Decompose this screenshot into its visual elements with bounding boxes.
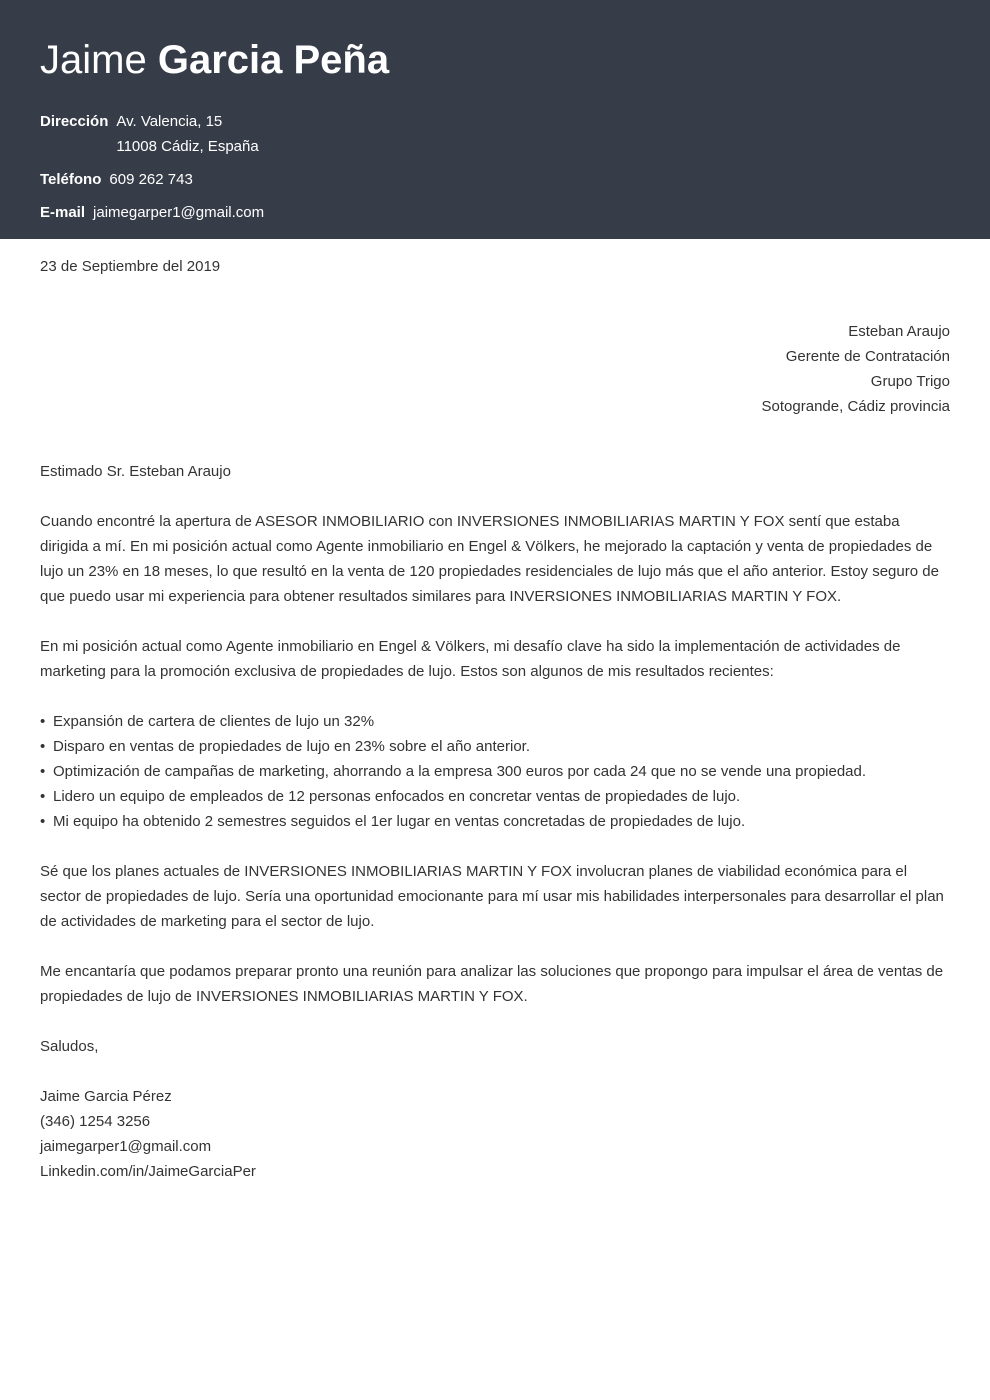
letter-date: 23 de Septiembre del 2019 [40,258,221,275]
achievements-list [40,709,950,834]
email-value[interactable]: jaimegarper1@gmail.com [93,204,265,221]
recipient-company: Grupo Trigo [870,373,950,390]
recipient-title: Gerente de Contratación [785,348,950,365]
address-line-2: 11008 Cádiz, España [116,138,259,155]
address-label: Dirección [40,113,109,130]
contact-info [40,109,950,225]
letter-header [0,0,990,239]
signature-linkedin[interactable]: Linkedin.com/in/JaimeGarciaPer [40,1163,256,1180]
paragraph-achievements-intro: En mi posición actual como Agente inmobiliario en Engel & Völkers, mi desafío clave ha sido la implementación de actividades de marketing para la promoción exclusiva de propiedades de lujo. Estos son algunos de mis resultados recientes: [40,638,901,680]
letter-body [0,254,990,1184]
closing: Saludos, [40,1038,99,1055]
recipient-name: Esteban Araujo [848,323,950,340]
phone-row [40,167,950,192]
recipient-location: Sotogrande, Cádiz provincia [761,398,950,415]
phone-value: 609 262 743 [109,171,193,188]
list-item: • Mi equipo ha obtenido 2 semestres seguidos el 1er lugar en ventas concretadas de propiedades de lujo. [40,809,950,834]
signature-email[interactable]: jaimegarper1@gmail.com [40,1138,212,1155]
signature-block [40,1084,950,1184]
applicant-name [40,37,950,83]
address-row [40,109,950,159]
signature-phone: (346) 1254 3256 [40,1113,151,1130]
list-item: • Expansión de cartera de clientes de lujo un 32% [40,709,950,734]
paragraph-company-plans: Sé que los planes actuales de INVERSIONES INMOBILIARIAS MARTIN Y FOX involucran planes de viabilidad económica para el sector de propiedades de lujo. Sería una oportunidad emocionante para mí usar mis habilidades interpersonales para desarrollar el plan de actividades de marketing para el sector de lujo. [40,863,944,930]
list-item: • Optimización de campañas de marketing, ahorrando a la empresa 300 euros por cada 24 que no se vende una propiedad. [40,759,950,784]
address-line-1: Av. Valencia, 15 [116,113,223,130]
recipient-block [40,319,950,419]
signature-name: Jaime Garcia Pérez [40,1088,172,1105]
paragraph-call-to-action: Me encantaría que podamos preparar pronto una reunión para analizar las soluciones que propongo para impulsar el área de ventas de propiedades de lujo de INVERSIONES INMOBILIARIAS MARTIN Y FOX. [40,963,944,1005]
list-item: • Lidero un equipo de empleados de 12 personas enfocados en concretar ventas de propiedades de lujo. [40,784,950,809]
list-item: • Disparo en ventas de propiedades de lujo en 23% sobre el año anterior. [40,734,950,759]
paragraph-intro: Cuando encontré la apertura de ASESOR INMOBILIARIO con INVERSIONES INMOBILIARIAS MARTIN Y FOX sentí que estaba dirigida a mí. En mi posición actual como Agente inmobiliario en Engel & Völkers, he mejorado la captación y venta de propiedades de lujo un 23% en 18 meses, lo que resultó en la venta de 120 propiedades residenciales de lujo más que el año anterior. Estoy seguro de que puedo usar mi experiencia para obtener resultados similares para INVERSIONES INMOBILIARIAS MARTIN Y FOX. [40,513,939,605]
email-row [40,200,950,225]
address-value [116,109,258,159]
greeting: Estimado Sr. Esteban Araujo [40,463,231,480]
phone-label: Teléfono [40,171,102,188]
email-label: E-mail [40,204,86,221]
last-name: Garcia Peña [157,38,390,82]
first-name: Jaime [40,38,147,82]
